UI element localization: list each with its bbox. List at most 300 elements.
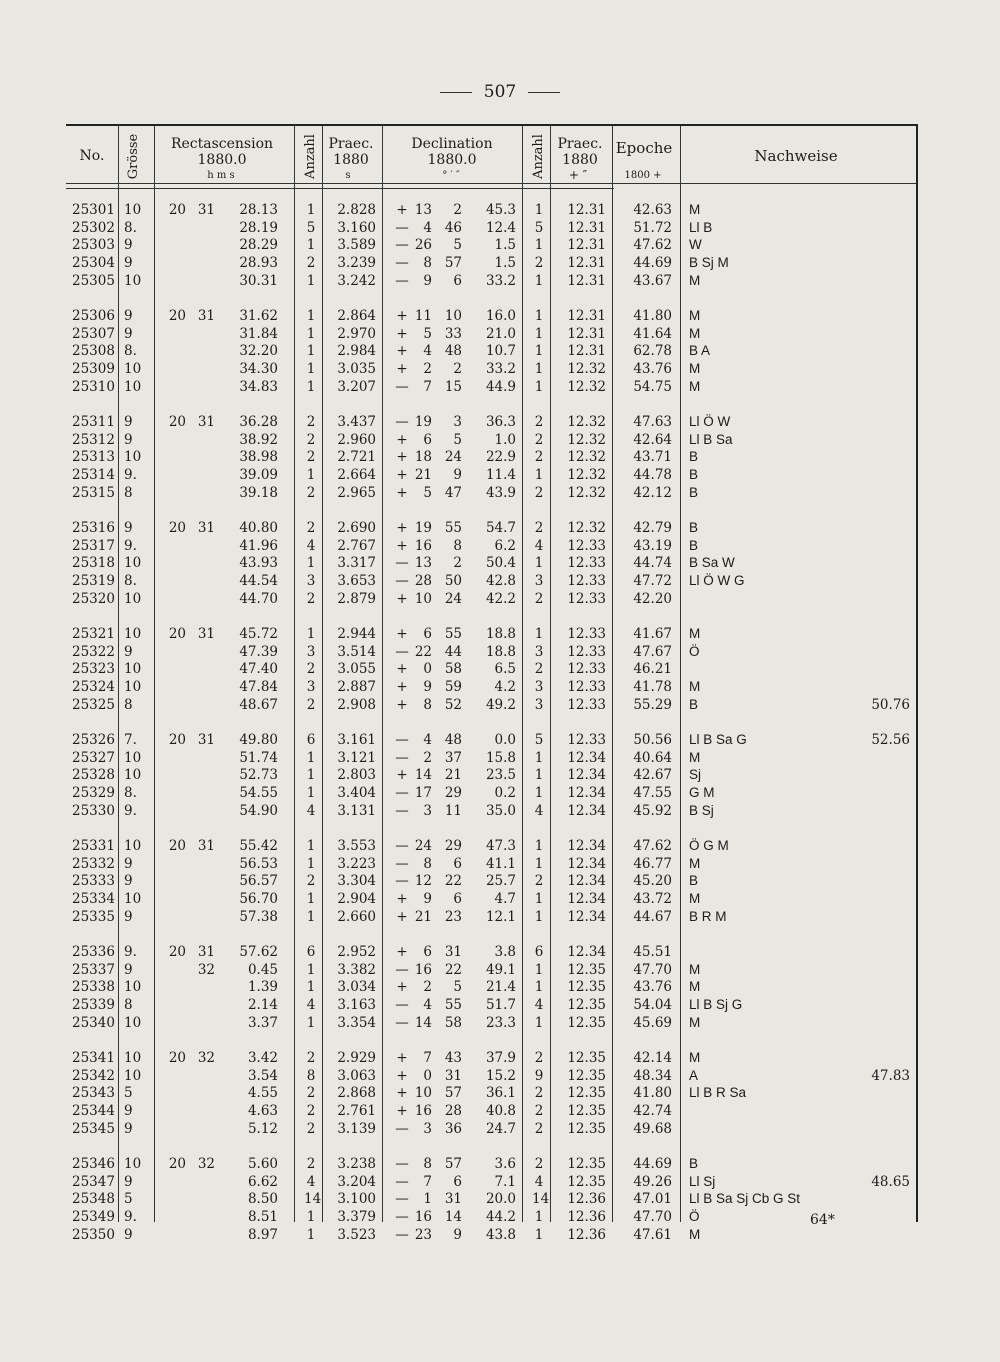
decl-seconds: 6.5 <box>494 661 516 678</box>
star-number: 25347 <box>72 1173 115 1190</box>
star-number: 25313 <box>72 449 115 466</box>
ra-seconds: 39.09 <box>239 467 278 484</box>
decl-sign: + <box>396 537 408 554</box>
table-row <box>66 432 918 450</box>
ra-seconds: 44.70 <box>239 590 278 607</box>
epoch: 47.01 <box>633 1191 672 1208</box>
obs-count: 1 <box>306 361 316 378</box>
magnitude: 10 <box>124 1067 142 1084</box>
table-row <box>66 308 918 326</box>
decl-minutes: 48 <box>444 732 462 748</box>
magnitude: 9 <box>124 1173 133 1190</box>
obs-count-decl: 14 <box>532 1191 550 1208</box>
obs-count: 1 <box>306 555 316 572</box>
star-number: 25350 <box>72 1226 115 1243</box>
decl-precession: 12.35 <box>567 1156 606 1172</box>
ra-seconds: 47.39 <box>239 643 278 660</box>
decl-seconds: 1.0 <box>494 431 516 448</box>
star-number: 25328 <box>72 767 115 784</box>
ra-hours: 20 <box>168 838 186 854</box>
decl-degrees: 9 <box>423 891 432 908</box>
table-row <box>66 1227 918 1245</box>
decl-minutes: 22 <box>444 961 462 978</box>
references: B <box>689 537 699 553</box>
epoch: 51.72 <box>633 219 672 236</box>
epoch: 42.74 <box>633 1103 672 1120</box>
decl-seconds: 4.7 <box>494 891 516 908</box>
decl-precession: 12.34 <box>567 944 606 960</box>
star-number: 25349 <box>72 1209 115 1226</box>
star-number: 25342 <box>72 1067 115 1084</box>
magnitude: 5 <box>124 1191 133 1208</box>
decl-degrees: 14 <box>414 767 432 784</box>
decl-seconds: 25.7 <box>485 873 516 890</box>
decl-seconds: 24.7 <box>485 1120 516 1137</box>
decl-minutes: 6 <box>453 855 462 872</box>
row-group <box>66 732 918 820</box>
ra-seconds: 40.80 <box>239 520 278 536</box>
decl-sign: — <box>395 1173 409 1190</box>
decl-precession: 12.35 <box>567 1067 606 1084</box>
decl-degrees: 9 <box>423 272 432 289</box>
header-praec2-unit: + ″ <box>568 168 588 182</box>
ra-seconds: 28.93 <box>239 255 278 272</box>
decl-seconds: 47.3 <box>485 838 516 854</box>
decl-degrees: 8 <box>423 1156 432 1172</box>
obs-count-decl: 3 <box>534 573 544 590</box>
magnitude: 9 <box>124 1120 133 1137</box>
decl-degrees: 4 <box>423 997 432 1014</box>
decl-seconds: 22.9 <box>485 449 516 466</box>
ra-precession: 2.960 <box>337 431 376 448</box>
decl-degrees: 19 <box>414 414 432 430</box>
decl-seconds: 43.9 <box>485 484 516 501</box>
magnitude: 8. <box>124 219 137 236</box>
decl-minutes: 5 <box>453 237 462 254</box>
decl-minutes: 29 <box>444 838 462 854</box>
decl-degrees: 23 <box>414 1226 432 1243</box>
decl-degrees: 14 <box>414 1014 432 1031</box>
references: B <box>689 449 699 465</box>
table-row <box>66 414 918 432</box>
ra-precession: 3.204 <box>337 1173 376 1190</box>
magnitude: 7. <box>124 732 137 748</box>
epoch: 44.74 <box>633 555 672 572</box>
decl-degrees: 6 <box>423 944 432 960</box>
magnitude: 8. <box>124 573 137 590</box>
decl-precession: 12.31 <box>567 308 606 324</box>
decl-precession: 12.32 <box>567 414 606 430</box>
table-row <box>66 273 918 291</box>
decl-precession: 12.36 <box>567 1191 606 1208</box>
decl-sign: + <box>396 1103 408 1120</box>
decl-seconds: 18.8 <box>485 643 516 660</box>
ra-precession: 2.664 <box>337 467 376 484</box>
ra-precession: 3.437 <box>337 414 376 430</box>
decl-seconds: 1.5 <box>494 237 516 254</box>
obs-count-decl: 1 <box>534 555 544 572</box>
star-number: 25318 <box>72 555 115 572</box>
decl-precession: 12.34 <box>567 785 606 802</box>
decl-degrees: 12 <box>414 873 432 890</box>
references: M <box>689 308 701 323</box>
ra-precession: 3.100 <box>337 1191 376 1208</box>
table-row <box>66 1209 918 1227</box>
obs-count-decl: 1 <box>534 361 544 378</box>
magnitude: 8. <box>124 343 137 360</box>
decl-precession: 12.31 <box>567 343 606 360</box>
ra-precession: 3.242 <box>337 272 376 289</box>
ra-seconds: 39.18 <box>239 484 278 501</box>
obs-count-decl: 1 <box>534 272 544 289</box>
epoch: 47.72 <box>633 573 672 590</box>
obs-count-decl: 1 <box>534 961 544 978</box>
table-row <box>66 1103 918 1121</box>
ra-precession: 3.589 <box>337 237 376 254</box>
ra-seconds: 3.42 <box>247 1050 278 1066</box>
decl-sign: + <box>396 308 408 324</box>
decl-minutes: 11 <box>444 802 462 819</box>
obs-count: 1 <box>306 767 316 784</box>
decl-minutes: 8 <box>453 537 462 554</box>
obs-count: 3 <box>306 643 316 660</box>
magnitude: 9 <box>124 237 133 254</box>
decl-precession: 12.34 <box>567 908 606 925</box>
decl-degrees: 2 <box>423 979 432 996</box>
decl-precession: 12.34 <box>567 767 606 784</box>
obs-count: 5 <box>306 219 316 236</box>
decl-minutes: 5 <box>453 431 462 448</box>
epoch: 42.64 <box>633 431 672 448</box>
epoch: 47.70 <box>633 1209 672 1226</box>
ra-precession: 3.404 <box>337 785 376 802</box>
obs-count-decl: 1 <box>534 979 544 996</box>
references: Ö G M <box>689 838 729 853</box>
ra-minutes: 31 <box>197 838 215 854</box>
decl-sign: — <box>395 749 409 766</box>
decl-sign: — <box>395 1120 409 1137</box>
magnitude: 10 <box>124 361 142 378</box>
decl-minutes: 14 <box>444 1209 462 1226</box>
obs-count: 1 <box>306 749 316 766</box>
obs-count-decl: 2 <box>534 1120 544 1137</box>
obs-count: 2 <box>306 1085 316 1102</box>
magnitude: 9 <box>124 961 133 978</box>
decl-seconds: 49.2 <box>485 696 516 713</box>
ra-precession: 2.965 <box>337 484 376 501</box>
page-number-text: 507 <box>483 82 517 102</box>
table-row <box>66 838 918 856</box>
decl-degrees: 6 <box>423 626 432 642</box>
references: M <box>689 961 701 977</box>
decl-degrees: 13 <box>414 555 432 572</box>
epoch: 55.29 <box>633 696 672 713</box>
decl-precession: 12.31 <box>567 255 606 272</box>
table-row <box>66 1015 918 1033</box>
ra-seconds: 38.92 <box>239 431 278 448</box>
ra-precession: 2.970 <box>337 325 376 342</box>
references: B A <box>689 343 711 359</box>
epoch: 47.67 <box>633 643 672 660</box>
decl-precession: 12.36 <box>567 1209 606 1226</box>
decl-minutes: 46 <box>444 219 462 236</box>
table-row <box>66 767 918 785</box>
ra-seconds: 31.62 <box>239 308 278 324</box>
ra-seconds: 31.84 <box>239 325 278 342</box>
obs-count-decl: 1 <box>534 785 544 802</box>
table-row <box>66 538 918 556</box>
decl-seconds: 23.3 <box>485 1014 516 1031</box>
margin-note: 48.65 <box>871 1173 910 1190</box>
star-number: 25327 <box>72 749 115 766</box>
table-row <box>66 591 918 609</box>
references: Sj <box>689 767 702 783</box>
magnitude: 10 <box>124 1156 142 1172</box>
epoch: 47.62 <box>633 237 672 254</box>
ra-precession: 2.887 <box>337 679 376 696</box>
star-number: 25319 <box>72 573 115 590</box>
ra-seconds: 44.54 <box>239 573 278 590</box>
decl-precession: 12.32 <box>567 449 606 466</box>
ra-seconds: 41.96 <box>239 537 278 554</box>
decl-precession: 12.31 <box>567 272 606 289</box>
table-row <box>66 891 918 909</box>
ra-hours: 20 <box>168 944 186 960</box>
decl-seconds: 7.1 <box>494 1173 516 1190</box>
ra-precession: 3.514 <box>337 643 376 660</box>
table-row <box>66 1156 918 1174</box>
ra-minutes: 32 <box>197 961 215 978</box>
magnitude: 9. <box>124 537 137 554</box>
epoch: 41.67 <box>633 626 672 642</box>
table-row <box>66 379 918 397</box>
references: Ll Sj <box>689 1173 716 1189</box>
ra-precession: 3.239 <box>337 255 376 272</box>
ra-seconds: 54.55 <box>239 785 278 802</box>
obs-count-decl: 2 <box>534 431 544 448</box>
decl-precession: 12.32 <box>567 378 606 395</box>
ra-hours: 20 <box>168 414 186 430</box>
table-row <box>66 944 918 962</box>
decl-sign: — <box>395 873 409 890</box>
star-number: 25303 <box>72 237 115 254</box>
decl-sign: — <box>395 785 409 802</box>
ra-seconds: 2.14 <box>247 997 278 1014</box>
star-number: 25346 <box>72 1156 115 1172</box>
magnitude: 9 <box>124 414 133 430</box>
decl-precession: 12.35 <box>567 1120 606 1137</box>
epoch: 44.78 <box>633 467 672 484</box>
decl-precession: 12.34 <box>567 802 606 819</box>
magnitude: 9 <box>124 873 133 890</box>
decl-precession: 12.32 <box>567 361 606 378</box>
decl-degrees: 10 <box>414 1085 432 1102</box>
decl-degrees: 16 <box>414 1209 432 1226</box>
star-number: 25305 <box>72 272 115 289</box>
decl-seconds: 23.5 <box>485 767 516 784</box>
star-number: 25326 <box>72 732 115 748</box>
epoch: 49.68 <box>633 1120 672 1137</box>
references: M <box>689 1014 701 1030</box>
row-group <box>66 1050 918 1138</box>
star-number: 25343 <box>72 1085 115 1102</box>
epoch: 43.19 <box>633 537 672 554</box>
decl-minutes: 43 <box>444 1050 462 1066</box>
obs-count: 4 <box>306 997 316 1014</box>
references: B <box>689 1156 699 1171</box>
decl-seconds: 36.1 <box>485 1085 516 1102</box>
ra-precession: 3.055 <box>337 661 376 678</box>
decl-degrees: 2 <box>423 749 432 766</box>
references: Ö <box>689 643 700 659</box>
obs-count: 1 <box>306 626 316 642</box>
obs-count: 1 <box>306 1209 316 1226</box>
decl-sign: + <box>396 1085 408 1102</box>
obs-count: 1 <box>306 979 316 996</box>
references: M <box>689 891 701 907</box>
obs-count-decl: 1 <box>534 202 544 218</box>
decl-precession: 12.33 <box>567 590 606 607</box>
decl-precession: 12.32 <box>567 431 606 448</box>
obs-count-decl: 2 <box>534 1156 544 1172</box>
obs-count-decl: 4 <box>534 802 544 819</box>
decl-degrees: 21 <box>414 467 432 484</box>
table-row <box>66 1068 918 1086</box>
decl-seconds: 4.2 <box>494 679 516 696</box>
decl-seconds: 44.9 <box>485 378 516 395</box>
references: M <box>689 979 701 995</box>
decl-precession: 12.33 <box>567 555 606 572</box>
epoch: 44.69 <box>633 1156 672 1172</box>
magnitude: 10 <box>124 590 142 607</box>
star-catalog-table <box>66 124 918 1243</box>
ra-precession: 2.984 <box>337 343 376 360</box>
obs-count-decl: 5 <box>534 732 544 748</box>
decl-sign: + <box>396 590 408 607</box>
header-groesse: Grösse <box>126 133 142 179</box>
references: M <box>689 855 701 871</box>
magnitude: 10 <box>124 767 142 784</box>
obs-count: 2 <box>306 520 316 536</box>
ra-seconds: 49.80 <box>239 732 278 748</box>
ra-minutes: 31 <box>197 202 215 218</box>
magnitude: 10 <box>124 749 142 766</box>
decl-degrees: 4 <box>423 219 432 236</box>
decl-degrees: 2 <box>423 361 432 378</box>
table-row <box>66 361 918 379</box>
magnitude: 10 <box>124 555 142 572</box>
decl-sign: + <box>396 484 408 501</box>
ra-minutes: 31 <box>197 732 215 748</box>
decl-minutes: 59 <box>444 679 462 696</box>
decl-minutes: 44 <box>444 643 462 660</box>
obs-count-decl: 2 <box>534 1085 544 1102</box>
decl-sign: — <box>395 1226 409 1243</box>
decl-degrees: 3 <box>423 802 432 819</box>
references: Ll B Sa G <box>689 732 747 747</box>
decl-seconds: 43.8 <box>485 1226 516 1243</box>
obs-count-decl: 1 <box>534 308 544 324</box>
ra-seconds: 48.67 <box>239 696 278 713</box>
magnitude: 9. <box>124 1209 137 1226</box>
decl-precession: 12.31 <box>567 325 606 342</box>
decl-minutes: 10 <box>444 308 462 324</box>
magnitude: 9 <box>124 1226 133 1243</box>
decl-precession: 12.33 <box>567 732 606 748</box>
ra-seconds: 0.45 <box>247 961 278 978</box>
obs-count: 1 <box>306 325 316 342</box>
table-row <box>66 1085 918 1103</box>
decl-sign: + <box>396 449 408 466</box>
star-number: 25311 <box>72 414 115 430</box>
decl-seconds: 18.8 <box>485 626 516 642</box>
decl-sign: + <box>396 431 408 448</box>
decl-minutes: 31 <box>444 1191 462 1208</box>
header-ra-units: h m s <box>207 170 235 181</box>
obs-count: 2 <box>306 661 316 678</box>
references: B <box>689 484 699 500</box>
star-number: 25304 <box>72 255 115 272</box>
star-number: 25316 <box>72 520 115 536</box>
ra-seconds: 56.57 <box>239 873 278 890</box>
decl-degrees: 16 <box>414 961 432 978</box>
decl-minutes: 21 <box>444 767 462 784</box>
decl-degrees: 7 <box>423 1050 432 1066</box>
decl-seconds: 36.3 <box>485 414 516 430</box>
magnitude: 9 <box>124 308 133 324</box>
references: M <box>689 202 701 217</box>
table-row <box>66 750 918 768</box>
ra-precession: 2.944 <box>337 626 376 642</box>
decl-sign: — <box>395 272 409 289</box>
references: M <box>689 1050 701 1065</box>
margin-note: 52.56 <box>871 732 910 748</box>
obs-count: 1 <box>306 308 316 324</box>
row-group <box>66 414 918 502</box>
decl-minutes: 9 <box>453 467 462 484</box>
decl-precession: 12.33 <box>567 679 606 696</box>
decl-degrees: 9 <box>423 679 432 696</box>
obs-count-decl: 1 <box>534 908 544 925</box>
epoch: 42.20 <box>633 590 672 607</box>
decl-precession: 12.33 <box>567 537 606 554</box>
epoch: 42.12 <box>633 484 672 501</box>
ra-seconds: 3.54 <box>247 1067 278 1084</box>
star-number: 25320 <box>72 590 115 607</box>
table-row <box>66 255 918 273</box>
ra-hours: 20 <box>168 202 186 218</box>
table-row <box>66 785 918 803</box>
obs-count: 1 <box>306 908 316 925</box>
decl-seconds: 21.4 <box>485 979 516 996</box>
obs-count: 4 <box>306 1173 316 1190</box>
magnitude: 10 <box>124 378 142 395</box>
epoch: 49.26 <box>633 1173 672 1190</box>
decl-degrees: 16 <box>414 537 432 554</box>
decl-minutes: 58 <box>444 1014 462 1031</box>
table-row <box>66 1191 918 1209</box>
references: Ll B Sa <box>689 431 733 447</box>
ra-precession: 2.879 <box>337 590 376 607</box>
obs-count-decl: 6 <box>534 944 544 960</box>
magnitude: 9. <box>124 944 137 960</box>
epoch: 42.14 <box>633 1050 672 1066</box>
decl-precession: 12.31 <box>567 237 606 254</box>
obs-count-decl: 1 <box>534 325 544 342</box>
page-number-dash <box>440 92 472 93</box>
ra-seconds: 28.13 <box>239 202 278 218</box>
decl-seconds: 12.4 <box>485 219 516 236</box>
